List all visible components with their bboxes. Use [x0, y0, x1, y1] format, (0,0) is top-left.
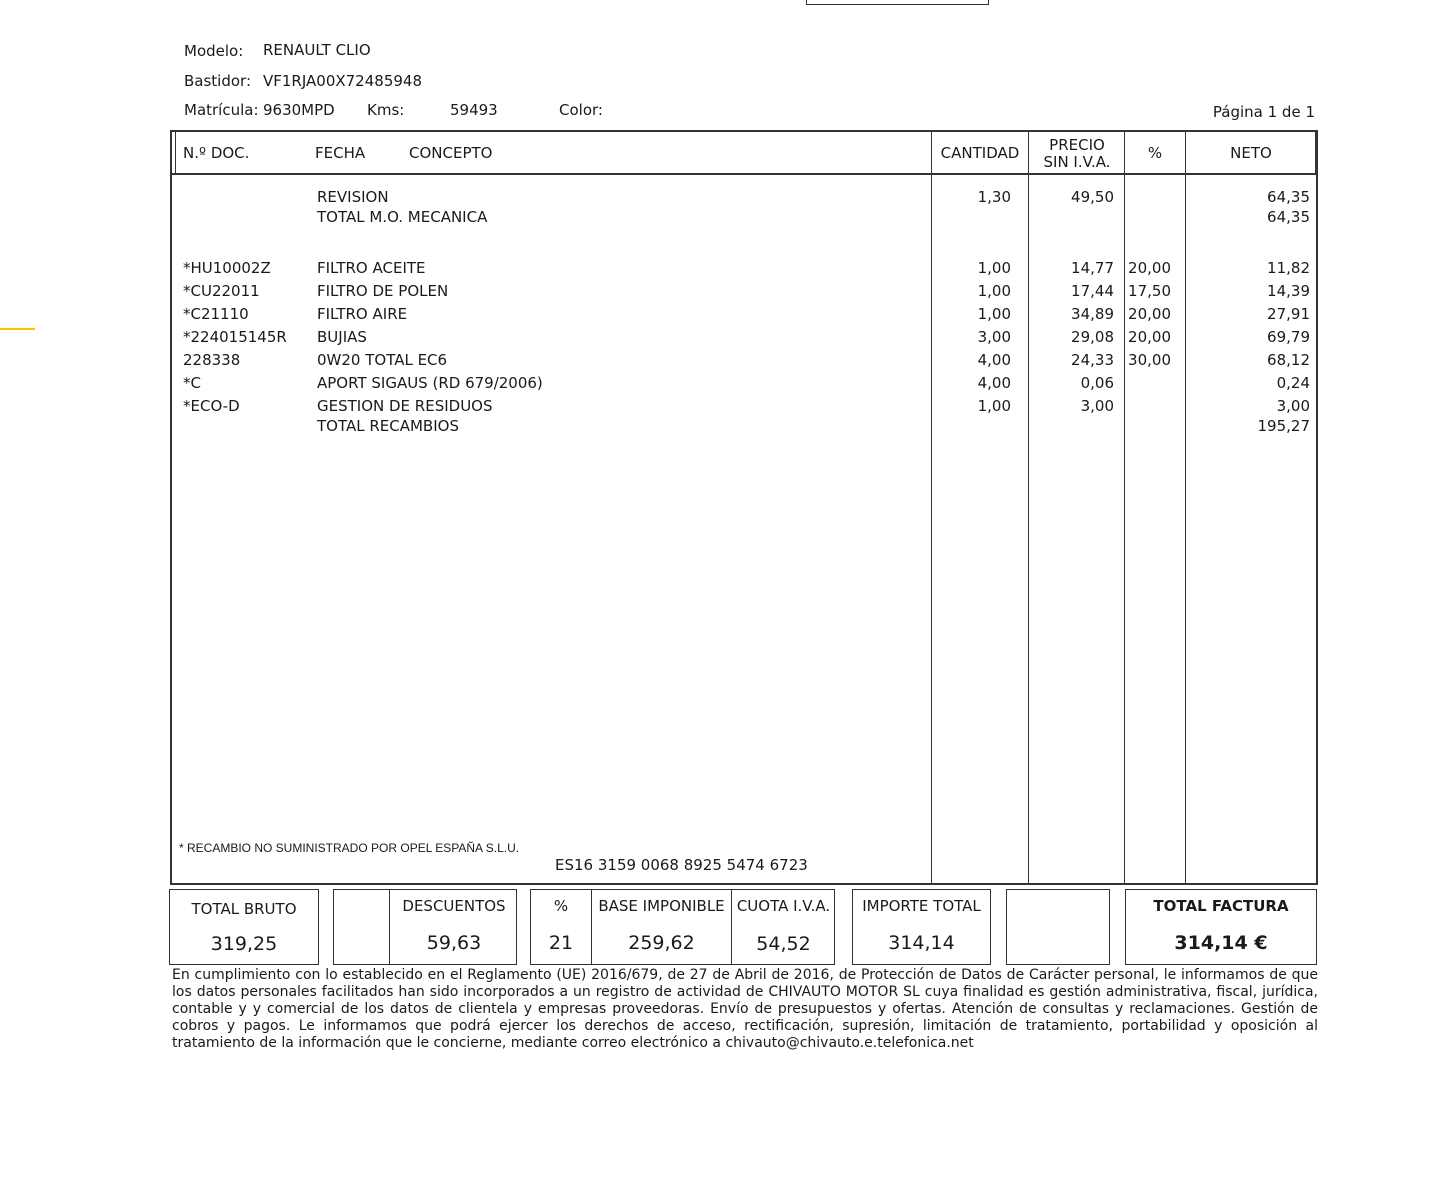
col-divider: [931, 132, 932, 883]
row-precio: 17,44: [1071, 282, 1114, 300]
row-concepto: BUJIAS: [317, 328, 367, 346]
bastidor-value: VF1RJA00X72485948: [263, 72, 422, 90]
col-divider: [1315, 132, 1316, 175]
matricula-label: Matrícula:: [184, 101, 259, 119]
row-neto: 14,39: [1267, 282, 1310, 300]
row-concepto: FILTRO DE POLEN: [317, 282, 449, 300]
row-cantidad: 1,00: [977, 397, 1011, 415]
row-precio: 3,00: [1080, 397, 1114, 415]
row-neto: 3,00: [1276, 397, 1310, 415]
row-concepto: TOTAL M.O. MECANICA: [317, 208, 488, 226]
row-precio: 24,33: [1071, 351, 1114, 369]
row-cantidad: 1,00: [977, 259, 1011, 277]
row-neto: 64,35: [1267, 188, 1310, 206]
modelo-value: RENAULT CLIO: [263, 41, 371, 59]
row-neto: 69,79: [1267, 328, 1310, 346]
row-pct: 17,50: [1128, 282, 1171, 300]
row-doc: *C21110: [183, 305, 249, 323]
row-neto: 27,91: [1267, 305, 1310, 323]
row-concepto: 0W20 TOTAL EC6: [317, 351, 448, 369]
empty-box: [1006, 889, 1110, 965]
descuentos-box: [333, 889, 517, 965]
row-neto: 195,27: [1257, 417, 1310, 435]
total-factura-box: [1125, 889, 1317, 965]
total-bruto-value: 319,25: [210, 933, 278, 955]
color-label: Color:: [559, 101, 603, 119]
col-divider: [1028, 132, 1029, 883]
header-neto: NETO: [1230, 144, 1272, 162]
total-factura-label: TOTAL FACTURA: [1153, 897, 1289, 915]
row-precio: 14,77: [1071, 259, 1114, 277]
row-concepto: TOTAL RECAMBIOS: [317, 417, 459, 435]
header-cantidad: CANTIDAD: [940, 144, 1020, 162]
row-pct: 20,00: [1128, 259, 1171, 277]
row-concepto: FILTRO AIRE: [317, 305, 408, 323]
bastidor-label: Bastidor:: [184, 72, 252, 90]
row-cantidad: 1,30: [977, 188, 1011, 206]
row-cantidad: 1,00: [977, 282, 1011, 300]
header-precio-line1: PRECIO: [1049, 136, 1105, 154]
descuentos-label: DESCUENTOS: [402, 897, 506, 915]
header-precio: [1029, 137, 1125, 171]
matricula-value: 9630MPD: [263, 101, 335, 119]
header-ndoc: N.º DOC.: [183, 144, 250, 162]
row-precio: 34,89: [1071, 305, 1114, 323]
row-concepto: GESTION DE RESIDUOS: [317, 397, 493, 415]
iva-box: [530, 889, 835, 965]
row-doc: 228338: [183, 351, 241, 369]
row-cantidad: 1,00: [977, 305, 1011, 323]
row-precio: 0,06: [1080, 374, 1114, 392]
pct-label: %: [553, 897, 569, 915]
row-pct: 30,00: [1128, 351, 1171, 369]
row-concepto: APORT SIGAUS (RD 679/2006): [317, 374, 543, 392]
base-imponible-value: 259,62: [628, 932, 695, 954]
row-concepto: FILTRO ACEITE: [317, 259, 426, 277]
header-pct: %: [1147, 144, 1163, 162]
header-precio-line2: SIN I.V.A.: [1043, 153, 1111, 171]
cuota-iva-value: 54,52: [756, 933, 811, 955]
row-pct: 20,00: [1128, 305, 1171, 323]
row-cantidad: 4,00: [977, 351, 1011, 369]
kms-label: Kms:: [367, 101, 405, 119]
descuentos-value: 59,63: [426, 932, 482, 954]
total-factura-value: 314,14 €: [1174, 932, 1268, 954]
row-doc: *C: [183, 374, 201, 392]
cuota-iva-label: CUOTA I.V.A.: [736, 897, 831, 915]
row-doc: *HU10002Z: [183, 259, 271, 277]
row-doc: *ECO-D: [183, 397, 240, 415]
row-neto: 11,82: [1267, 259, 1310, 277]
col-divider: [1185, 132, 1186, 883]
row-precio: 49,50: [1071, 188, 1114, 206]
margin-mark: [0, 328, 35, 330]
row-neto: 64,35: [1267, 208, 1310, 226]
invoice-lines-table: [170, 130, 1318, 885]
importe-total-box: [852, 889, 991, 965]
importe-total-label: IMPORTE TOTAL: [862, 897, 981, 915]
row-concepto: REVISION: [317, 188, 389, 206]
row-doc: *CU22011: [183, 282, 260, 300]
pct-value: 21: [548, 932, 574, 954]
page-indicator: Página 1 de 1: [1212, 103, 1315, 121]
top-box-fragment: [806, 0, 989, 5]
row-neto: 0,24: [1276, 374, 1310, 392]
table-header: [172, 132, 1316, 175]
row-pct: 20,00: [1128, 328, 1171, 346]
header-concepto: CONCEPTO: [409, 144, 493, 162]
importe-total-value: 314,14: [888, 932, 955, 954]
kms-value: 59493: [450, 101, 498, 119]
row-cantidad: 3,00: [977, 328, 1011, 346]
total-bruto-label: TOTAL BRUTO: [191, 900, 297, 918]
legal-notice: En cumplimiento con lo establecido en el Reglamento (UE) 2016/679, de 27 de Abril de 2016, de Protección de Datos de Carácter personal, le informamos de que los datos personales facilitados han sido incorporados a un registro de actividad de CHIVAUTO MOTOR SL cuya finalidad es gestión administrativa, fiscal, jurídica, contable y y comercial de los datos de clientela y empresas proveedoras. Envío de presupuestos y ofertas. Atención de consultas y reclamaciones. Gestión de cobros y pagos. Le informamos que podrá ejercer los derechos de acceso, rectificación, supresión, limitación de tratamiento, portabilidad y oposición al tratamiento de la información que le concierne, mediante correo electrónico a chivauto@chivauto.e.telefonica.net: [172, 967, 1318, 1051]
base-imponible-label: BASE IMPONIBLE: [598, 897, 725, 915]
row-neto: 68,12: [1267, 351, 1310, 369]
row-cantidad: 4,00: [977, 374, 1011, 392]
header-fecha: FECHA: [315, 144, 366, 162]
iban: ES16 3159 0068 8925 5474 6723: [555, 856, 808, 874]
modelo-label: Modelo:: [184, 42, 244, 60]
footnote: * RECAMBIO NO SUMINISTRADO POR OPEL ESPAÑA S.L.U.: [179, 841, 520, 855]
col-divider: [1124, 132, 1125, 883]
row-precio: 29,08: [1071, 328, 1114, 346]
row-doc: *224015145R: [183, 328, 287, 346]
total-bruto-box: [169, 889, 319, 965]
